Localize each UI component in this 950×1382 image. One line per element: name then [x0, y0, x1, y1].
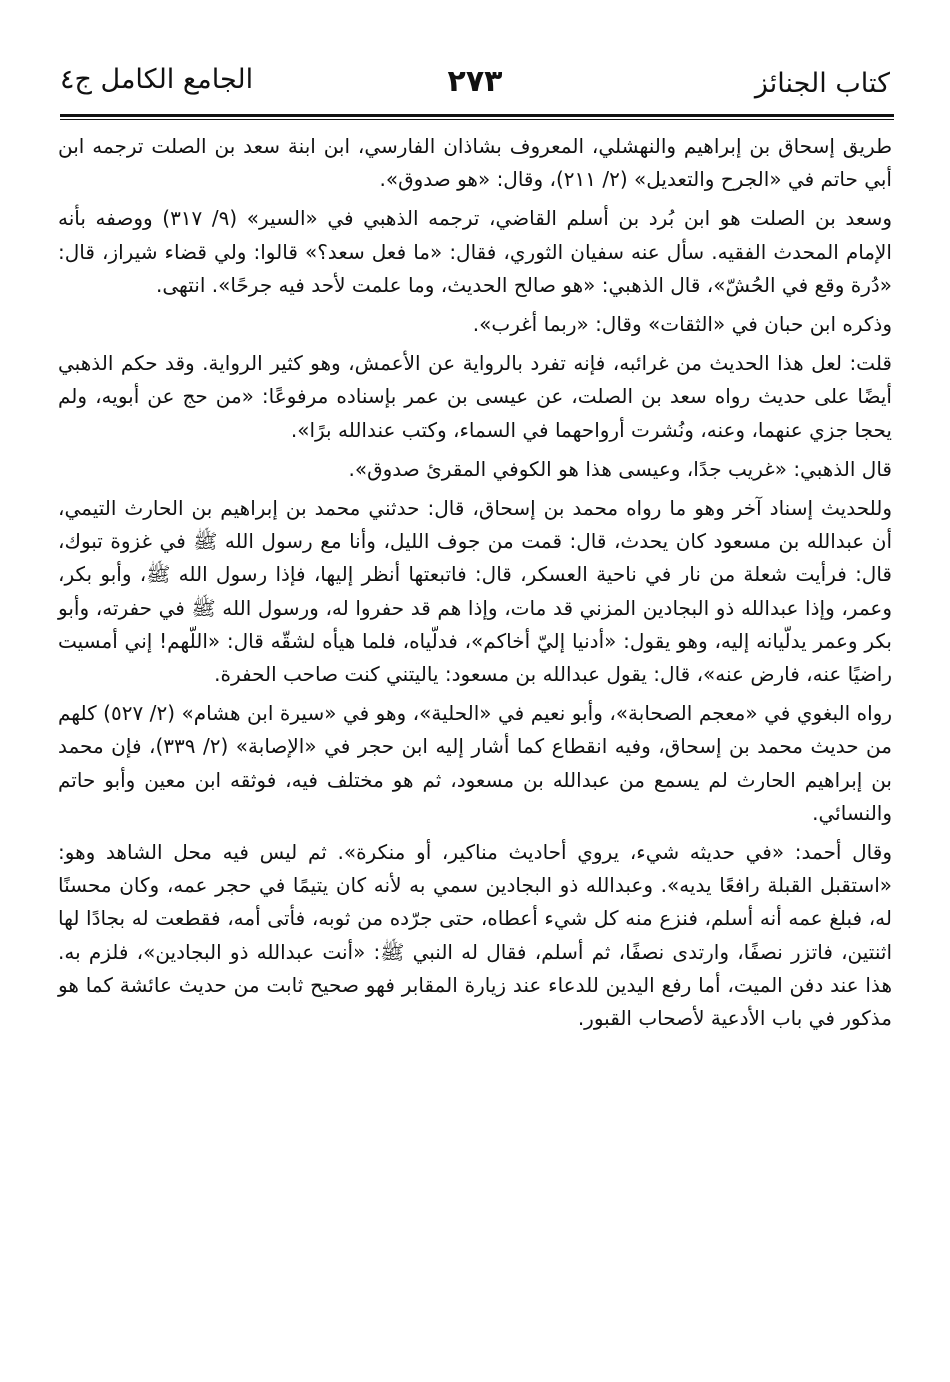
page-body [58, 130, 892, 1035]
paragraph: رواه البغوي في «معجم الصحابة»، وأبو نعيم في «الحلية»، وهو في «سيرة ابن هشام» (٢/ ٥٢٧) كلهم من حديث محمد بن إسحاق، وفيه انقطاع كما أشار إليه ابن حجر في «الإصابة» (٢/ ٣٣٩)، فإن محمد بن إبراهيم الحارث لم يسمع من عبدالله بن مسعود، ثم هو مختلف فيه، فوثقه ابن معين وأبو حاتم والنسائي. [58, 701, 892, 825]
paragraph: وسعد بن الصلت هو ابن بُرد بن أسلم القاضي، ترجمه الذهبي في «السير» (٩/ ٣١٧) ووصفه بأنه الإمام المحدث الفقيه. سأل عنه سفيان الثوري، فقال: «ما فعل سعد؟» قالوا: ولي قضاء شيراز، قال: «دُرة وقع في الحُشّ»، قال الذهبي: «هو صالح الحديث، وما علمت لأحد فيه جرحًا». انتهى. [58, 206, 892, 297]
paragraph: قال الذهبي: «غريب جدًا، وعيسى هذا هو الكوفي المقرئ صدوق». [348, 456, 892, 481]
page-header [60, 58, 890, 108]
paragraph: وقال أحمد: «في حديثه شيء، يروي أحاديث مناكير، أو منكرة». ثم ليس فيه محل الشاهد وهو: «استقبل القبلة رافعًا يديه». وعبدالله ذو البجادين سمي به لأنه كان يتيمًا في حجر عمه، وكان محسنًا له، فبلغ عمه أنه أسلم، فنزع منه كل شيء أعطاه، حتى جرّده من ثوبه، فأتى أمه، فقطعت له بجادًا لها اثنتين، فاتزر نصفًا، وارتدى نصفًا، ثم أسلم، فقال له النبي ﷺ: «أنت عبدالله ذو البجادين»، فلزم به. هذا عند دفن الميت، أما رفع اليدين للدعاء عند زيارة المقابر فهو صحيح ثابت من حديث عائشة كما هو مذكور في باب الأدعية لأصحاب القبور. [58, 840, 892, 1031]
paragraph: وللحديث إسناد آخر وهو ما رواه محمد بن إسحاق، قال: حدثني محمد بن إبراهيم بن الحارث التيمي، أن عبدالله بن مسعود كان يحدث، قال: قمت من جوف الليل، وأنا مع رسول الله ﷺ في غزوة تبوك، قال: فرأيت شعلة من نار في ناحية العسكر، قال: فاتبعتها أنظر إليها، فإذا رسول الله ﷺ، وأبو بكر، وعمر، وإذا عبدالله ذو البجادين المزني قد مات، وإذا هم قد حفروا له، ورسول الله ﷺ في حفرته، وأبو بكر وعمر يدلّيانه إليه، وهو يقول: «أدنيا إليّ أخاكم»، فدلّياه، فلما هيأه لشقّه قال: «اللّهم! إني أمسيت راضيًا عنه، فارض عنه»، قال: يقول عبدالله بن مسعود: ياليتني كنت صاحب الحفرة. [58, 496, 892, 687]
book-title: الجامع الكامل ج٤ [60, 64, 254, 95]
paragraph: طريق إسحاق بن إبراهيم والنهشلي، المعروف بشاذان الفارسي، ابن ابنة سعد بن الصلت ترجمه ابن أبي حاتم في «الجرح والتعديل» (٢/ ٢١١)، وقال: «هو صدوق». [58, 134, 892, 192]
chapter-title: كتاب الجنائز [754, 68, 890, 99]
header-rule-thin [60, 119, 894, 120]
header-rule-thick [60, 114, 894, 117]
paragraph: قلت: لعل هذا الحديث من غرائبه، فإنه تفرد بالرواية عن الأعمش، وهو كثير الرواية. وقد حكم الذهبي أيضًا على حديث رواه سعد بن الصلت، عن عيسى بن عمر بإسناده مرفوعًا: «من حج عن أبويه، ولم يحجا جزي عنهما، وعنه، ونُشرت أرواحهما في السماء، وكتب عندالله برًا». [58, 351, 892, 442]
page-number: ٢٧٣ [447, 64, 503, 99]
paragraph: وذكره ابن حبان في «الثقات» وقال: «ربما أغرب». [472, 312, 892, 337]
